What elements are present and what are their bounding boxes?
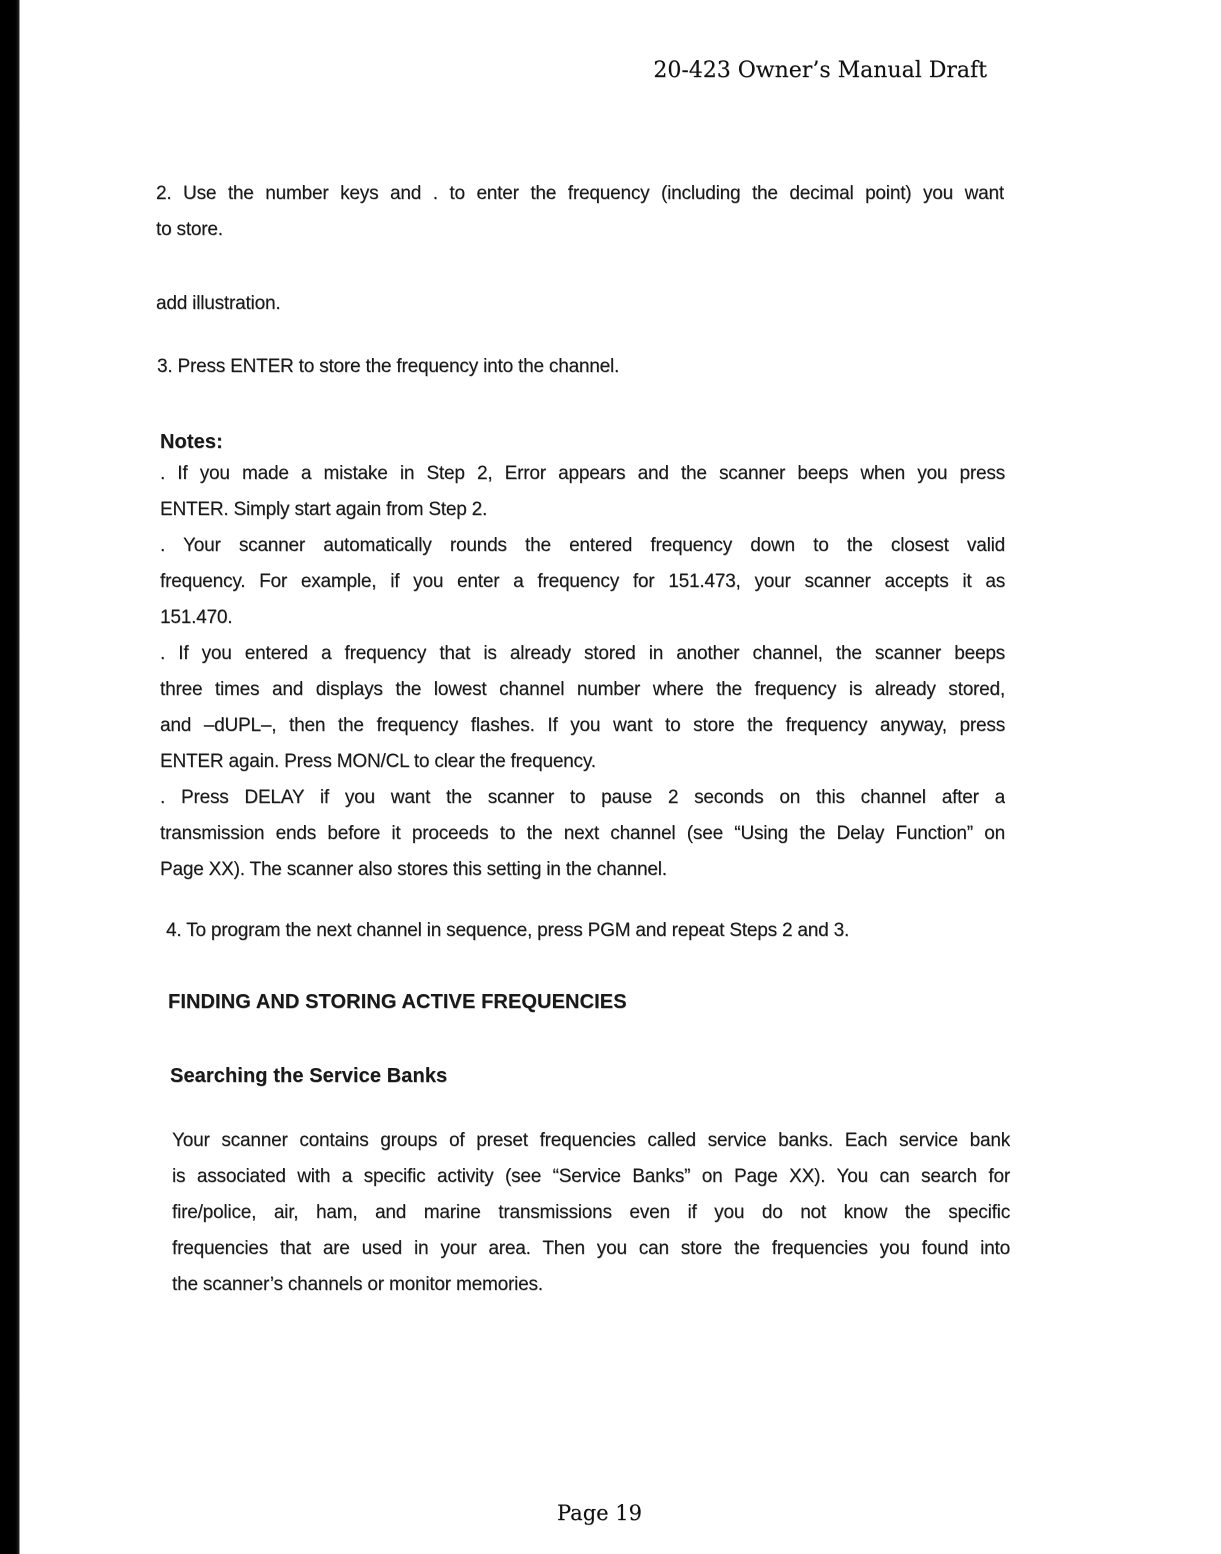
- text-line: transmission ends before it proceeds to the next channel (see “Using the Delay Function” on: [160, 823, 1005, 844]
- text-line: Your scanner contains groups of preset frequencies called service banks. Each service bank: [172, 1130, 1010, 1151]
- text-line: is associated with a specific activity (see “Service Banks” on Page XX). You can search for: [172, 1166, 1010, 1187]
- text-line: . Your scanner automatically rounds the entered frequency down to the closest valid: [160, 535, 1005, 556]
- illustration-placeholder-note: [156, 286, 1004, 322]
- step-4-instruction: [166, 913, 1016, 949]
- intro-paragraph: [172, 1123, 1010, 1303]
- text-line: 3. Press ENTER to store the frequency into the channel.: [157, 356, 620, 377]
- text-line: add illustration.: [156, 293, 281, 314]
- text-line: 2. Use the number keys and . to enter the frequency (including the decimal point) you want: [156, 183, 1004, 204]
- notes-heading: Notes:: [160, 431, 223, 453]
- text-line: . If you made a mistake in Step 2, Error appears and the scanner beeps when you press: [160, 463, 1005, 484]
- section-heading: FINDING AND STORING ACTIVE FREQUENCIES: [168, 991, 627, 1013]
- text-line: . If you entered a frequency that is already stored in another channel, the scanner beeps: [160, 643, 1005, 664]
- text-line: three times and displays the lowest channel number where the frequency is already stored,: [160, 679, 1005, 700]
- page-number: Page 19: [557, 1501, 642, 1525]
- text-line: frequency. For example, if you enter a frequency for 151.473, your scanner accepts it as: [160, 571, 1005, 592]
- scan-edge-artifact: [0, 0, 20, 1554]
- text-line: and –dUPL–, then the frequency flashes. If you want to store the frequency anyway, press: [160, 715, 1005, 736]
- text-line: 4. To program the next channel in sequence, press PGM and repeat Steps 2 and 3.: [166, 920, 850, 941]
- text-line: . Press DELAY if you want the scanner to pause 2 seconds on this channel after a: [160, 787, 1005, 808]
- page-header: 20-423 Owner’s Manual Draft: [653, 58, 987, 83]
- text-line: Page XX). The scanner also stores this setting in the channel.: [160, 859, 667, 880]
- note-item-delay: [160, 780, 1005, 888]
- text-line: 151.470.: [160, 607, 233, 628]
- notes-list: [160, 456, 1005, 888]
- step-2-instruction: [156, 176, 1004, 248]
- text-line: frequencies that are used in your area. Then you can store the frequencies you found into: [172, 1238, 1010, 1259]
- text-line: fire/police, air, ham, and marine transmissions even if you do not know the specific: [172, 1202, 1010, 1223]
- subsection-heading: Searching the Service Banks: [170, 1065, 448, 1087]
- note-item-duplicate: [160, 636, 1005, 780]
- note-item-rounding: [160, 528, 1005, 636]
- text-line: ENTER. Simply start again from Step 2.: [160, 499, 488, 520]
- text-line: the scanner’s channels or monitor memories.: [172, 1274, 543, 1295]
- step-3-instruction: [157, 349, 1007, 385]
- text-line: ENTER again. Press MON/CL to clear the frequency.: [160, 751, 596, 772]
- note-item-error: [160, 456, 1005, 528]
- text-line: to store.: [156, 219, 223, 240]
